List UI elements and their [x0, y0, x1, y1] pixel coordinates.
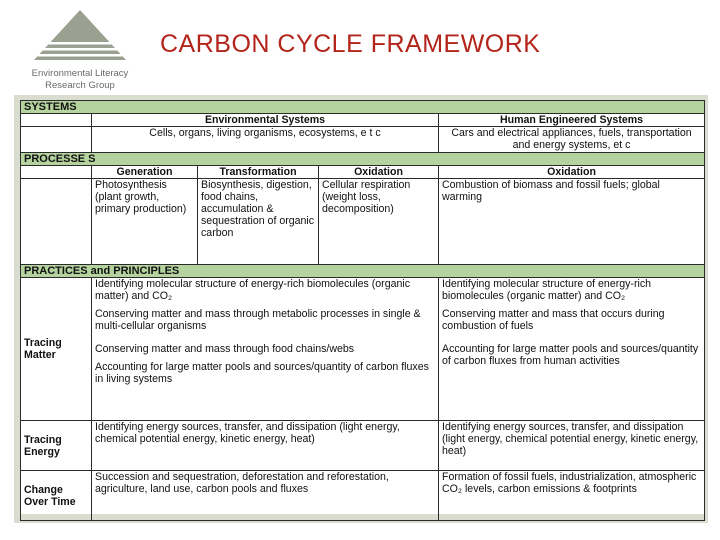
logo-text: [10, 68, 150, 92]
processes-content-row: [21, 179, 705, 265]
human-systems-header: Human Engineered Systems: [439, 114, 705, 127]
tracing-matter-env: [92, 278, 439, 421]
header-transformation: Transformation: [198, 166, 319, 179]
tracing-matter-label: Tracing Matter: [21, 278, 92, 421]
logo-line-2: Research Group: [45, 80, 115, 91]
page-title: CARBON CYCLE FRAMEWORK: [160, 30, 541, 58]
tm-env-item-4: Accounting for large matter pools and sources/quantity of carbon fluxes in living systems: [95, 361, 429, 385]
processes-label: PROCESSE S: [21, 153, 705, 166]
generation-text: Photosynthesis (plant growth, primary production): [92, 179, 198, 265]
systems-label: SYSTEMS: [21, 101, 705, 114]
tm-human-item-3: Accounting for large matter pools and sources/quantity of carbon fluxes from human activities: [442, 343, 699, 367]
tracing-energy-row: [21, 421, 705, 471]
tm-env-item-3: Conserving matter and mass through food chains/webs: [95, 343, 355, 355]
header-generation: Generation: [92, 166, 198, 179]
tracing-energy-human: Identifying energy sources, transfer, and dissipation (light energy, chemical potential energy, kinetic energy, heat): [439, 421, 705, 471]
practices-band: [21, 265, 705, 278]
tm-env-item-2: Conserving matter and mass through metabolic processes in single & multi-cellular organisms: [95, 308, 421, 332]
systems-band: [21, 101, 705, 114]
logo-line-1: Environmental Literacy: [31, 68, 129, 79]
processes-header-row: [21, 166, 705, 179]
oxidation-env-text: Cellular respiration (weight loss, decomposition): [319, 179, 439, 265]
practices-label: PRACTICES and PRINCIPLES: [21, 265, 705, 278]
tm-env-item-1: Identifying molecular structure of energy-rich biomolecules (organic matter) and CO₂: [95, 278, 411, 302]
tracing-energy-label: Tracing Energy: [21, 421, 92, 471]
env-systems-text: Cells, organs, living organisms, ecosystems, e t c: [92, 127, 439, 153]
change-over-time-row: [21, 471, 705, 521]
transformation-text: Biosynthesis, digestion, food chains, accumulation & sequestration of organic carbon: [198, 179, 319, 265]
env-systems-header: Environmental Systems: [92, 114, 439, 127]
human-systems-text: Cars and electrical appliances, fuels, transportation and energy systems, et c: [439, 127, 705, 153]
change-over-time-human: Formation of fossil fuels, industrialization, atmospheric CO₂ levels, carbon emissions & footprints: [439, 471, 705, 521]
tracing-matter-row: [21, 278, 705, 421]
triangle-stripes-icon: [32, 8, 128, 62]
tm-human-item-1: Identifying molecular structure of energy-rich biomolecules (organic matter) and CO₂: [442, 278, 652, 302]
oxidation-human-text: Combustion of biomass and fossil fuels; global warming: [439, 179, 705, 265]
systems-header-row: [21, 114, 705, 127]
header-oxidation-human: Oxidation: [439, 166, 705, 179]
tracing-energy-env: Identifying energy sources, transfer, and dissipation (light energy, chemical potential energy, kinetic energy, heat): [92, 421, 439, 471]
systems-content-row: [21, 127, 705, 153]
tm-human-item-2: Conserving matter and mass that occurs during combustion of fuels: [442, 308, 665, 332]
framework-table: [20, 100, 704, 514]
header-oxidation-env: Oxidation: [319, 166, 439, 179]
change-over-time-env: Succession and sequestration, deforestation and reforestation, agriculture, land use, carbon pools and fluxes: [92, 471, 439, 521]
change-over-time-label: Change Over Time: [21, 471, 92, 521]
logo: [10, 8, 130, 91]
processes-band: [21, 153, 705, 166]
tracing-matter-human: [439, 278, 705, 421]
